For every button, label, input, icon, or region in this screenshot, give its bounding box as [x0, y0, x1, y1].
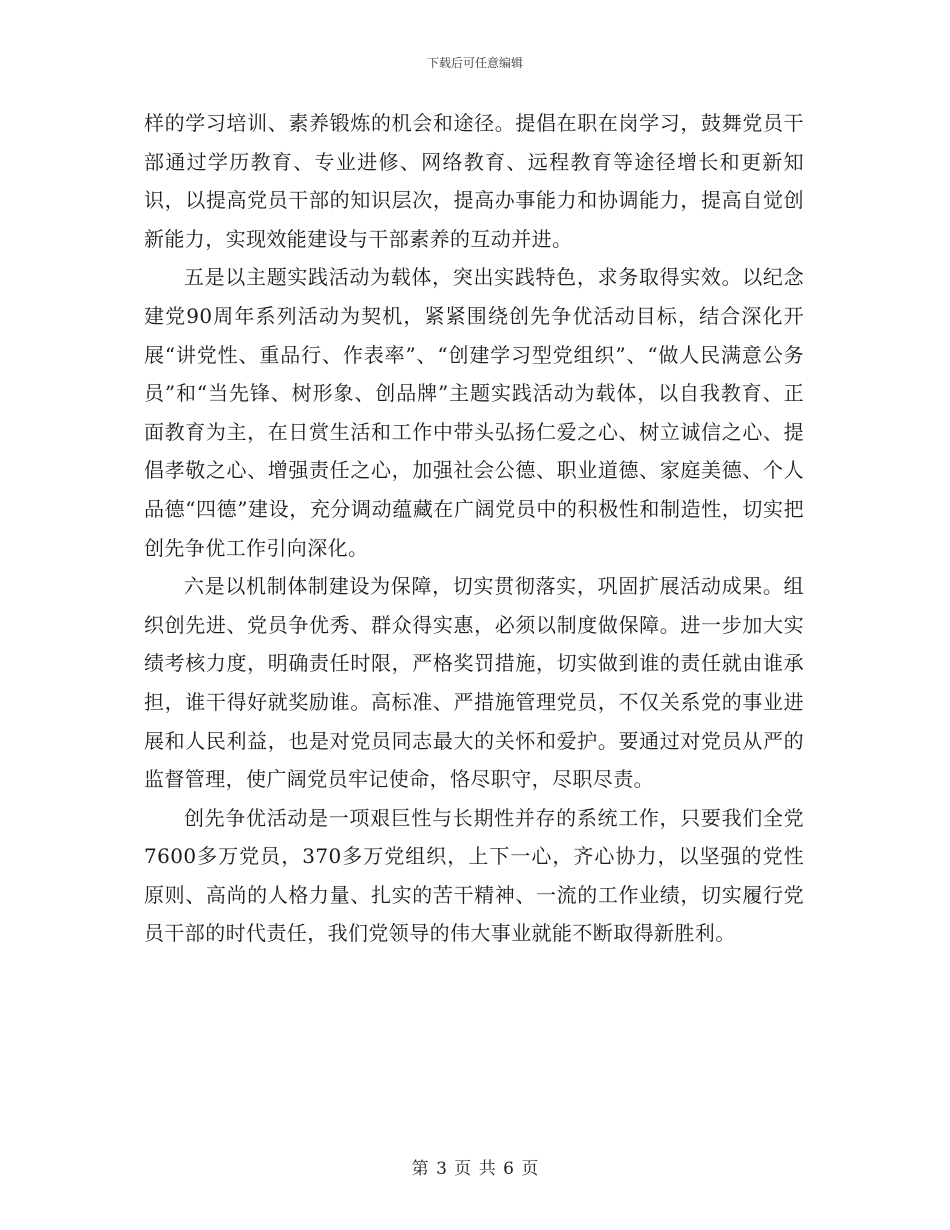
page-number: 第 3 页 共 6 页: [411, 1159, 539, 1179]
paragraph-point-six: 六是以机制体制建设为保障，切实贯彻落实，巩固扩展活动成果。组织创先进、党员争优秀、群众得实惠，必须以制度做保障。进一步加大实绩考核力度，明确责任时限，严格奖罚措施，切实做到谁的责任就由谁承担，谁干得好就奖励谁。高标准、严措施管理党员，不仅关系党的事业进展和人民利益，也是对党员同志最大的关怀和爱护。要通过对党员从严的监督管理，使广阔党员牢记使命，恪尽职守，尽职尽责。: [144, 574, 804, 792]
paragraph-conclusion: 创先争优活动是一项艰巨性与长期性并存的系统工作，只要我们全党7600多万党员，370多万党组织，上下一心，齐心协力，以坚强的党性原则、高尚的人格力量、扎实的苦干精神、一流的工作业绩，切实履行党员干部的时代责任，我们党领导的伟大事业就能不断取得新胜利。: [144, 805, 804, 946]
paragraph-point-five: 五是以主题实践活动为载体，突出实践特色，求务取得实效。以纪念建党90周年系列活动为契机，紧紧围绕创先争优活动目标，结合深化开展“讲党性、重品行、作表率”、“创建学习型党组织”、“做人民满意公务员”和“当先锋、树形象、创品牌”主题实践活动为载体，以自我教育、正面教育为主，在日赏生活和工作中带头弘扬仁爱之心、树立诚信之心、提倡孝敬之心、增强责任之心，加强社会公德、职业道德、家庭美德、个人品德“四德”建设，充分调动蕴藏在广阔党员中的积极性和制造性，切实把创先争优工作引向深化。: [144, 265, 804, 560]
document-body: [144, 104, 804, 953]
paragraph-continuation: 样的学习培训、素养锻炼的机会和途径。提倡在职在岗学习，鼓舞党员干部通过学历教育、专业进修、网络教育、远程教育等途径增长和更新知识，以提高党员干部的知识层次，提高办事能力和协调能力，提高自觉创新能力，实现效能建设与干部素养的互动并进。: [144, 111, 804, 251]
page-header: 下载后可任意编辑: [426, 56, 523, 70]
